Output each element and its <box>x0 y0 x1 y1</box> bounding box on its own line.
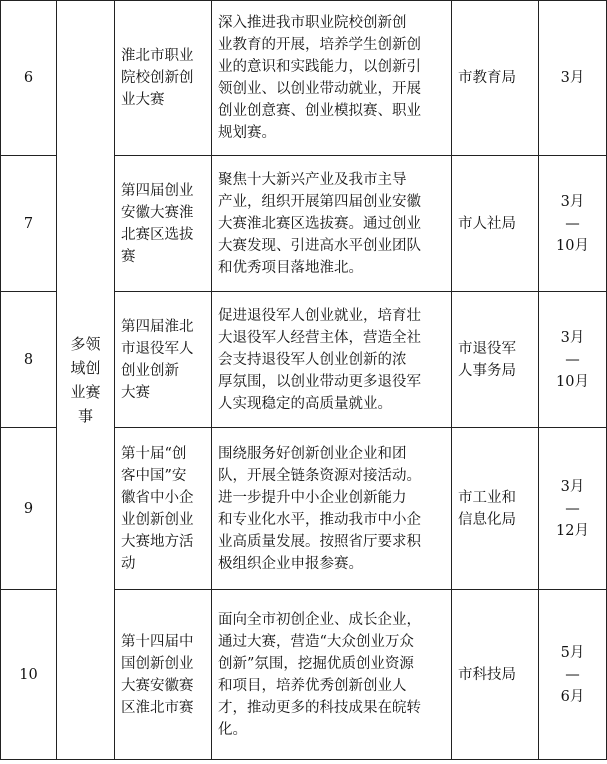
schedule: 5月 — 6月 <box>539 590 607 760</box>
event-name: 第四届创业 安徽大赛淮 北赛区选拔 赛 <box>115 156 212 292</box>
category-cell <box>57 1 115 760</box>
category-label: 多领 域创 业赛 事 <box>70 335 101 425</box>
schedule: 3月 — 10月 <box>539 292 607 428</box>
event-description: 围绕服务好创新创业企业和团 队，开展全链条资源对接活动。 进一步提升中小企业创新能力 和专业化水平，推动我市中小企 业高质量发展。按照省厅要求积 极组织企业申报参赛。 <box>212 428 452 590</box>
organizer: 市退役军 人事务局 <box>452 292 539 428</box>
row-number: 7 <box>1 156 57 292</box>
organizer: 市教育局 <box>452 1 539 156</box>
schedule: 3月 <box>539 1 607 156</box>
row-number: 9 <box>1 428 57 590</box>
event-description: 深入推进我市职业院校创新创 业教育的开展，培养学生创新创 业的意识和实践能力，以创新引 领创业、以创业带动就业，开展 创业创意赛、创业模拟赛、职业 规划赛。 <box>212 1 452 156</box>
row-number: 10 <box>1 590 57 760</box>
organizer: 市科技局 <box>452 590 539 760</box>
event-name: 第四届淮北 市退役军人 创业创新 大赛 <box>115 292 212 428</box>
table-row <box>1 1 607 156</box>
event-description: 促进退役军人创业就业，培育壮 大退役军人经营主体，营造全社 会支持退役军人创业创新的浓 厚氛围，以创业带动更多退役军 人实现稳定的高质量就业。 <box>212 292 452 428</box>
row-number: 8 <box>1 292 57 428</box>
organizer: 市工业和 信息化局 <box>452 428 539 590</box>
event-name: 第十届“创 客中国”安 徽省中小企 业创新创业 大赛地方活 动 <box>115 428 212 590</box>
schedule: 3月 — 10月 <box>539 156 607 292</box>
event-description: 聚焦十大新兴产业及我市主导 产业，组织开展第四届创业安徽 大赛淮北赛区选拔赛。通过创业 大赛发现、引进高水平创业团队 和优秀项目落地淮北。 <box>212 156 452 292</box>
event-description: 面向全市初创企业、成长企业， 通过大赛，营造“大众创业万众 创新”氛围，挖掘优质创业资源 和项目，培养优秀创新创业人 才，推动更多的科技成果在皖转 化。 <box>212 590 452 760</box>
row-number: 6 <box>1 1 57 156</box>
event-name: 淮北市职业 院校创新创 业大赛 <box>115 1 212 156</box>
event-name: 第十四届中 国创新创业 大赛安徽赛 区淮北市赛 <box>115 590 212 760</box>
schedule: 3月 — 12月 <box>539 428 607 590</box>
organizer: 市人社局 <box>452 156 539 292</box>
